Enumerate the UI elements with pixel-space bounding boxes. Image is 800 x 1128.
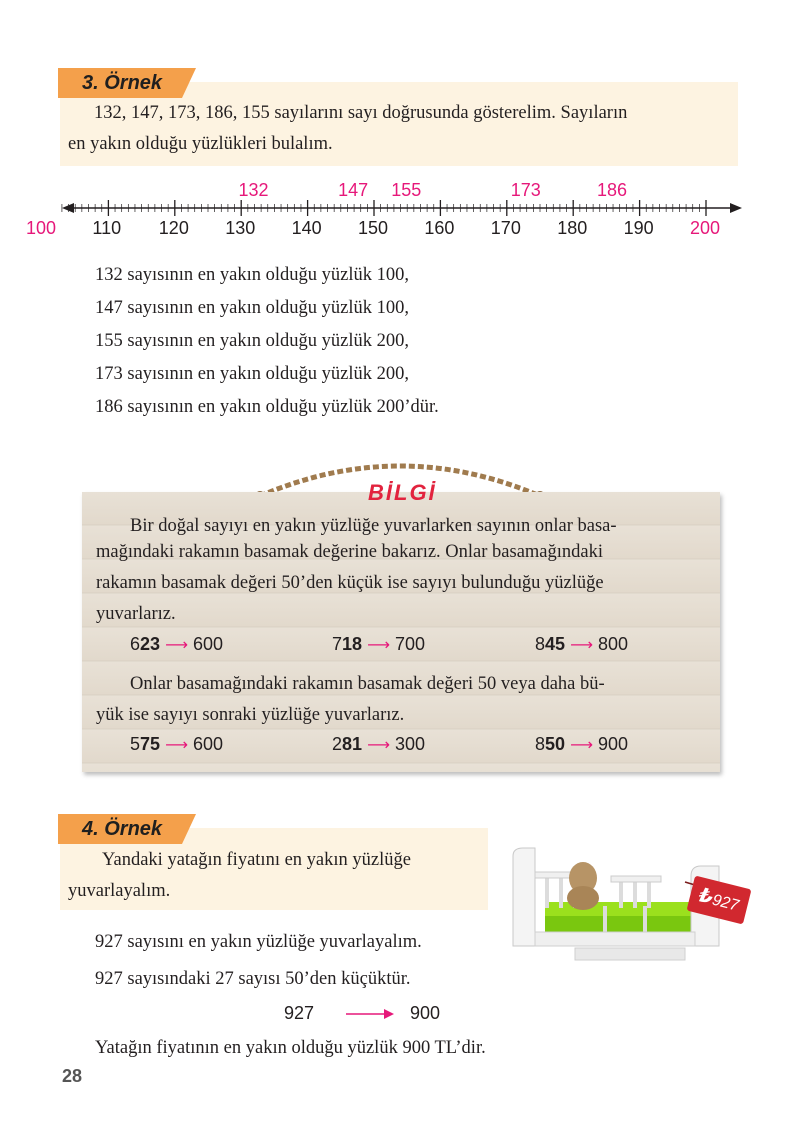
page-number: 28 — [62, 1066, 83, 1086]
result-line: 186 sayısının en yakın olduğu yüzlük 200’dür. — [95, 397, 439, 417]
bilgi-line: Bir doğal sayıyı en yakın yüzlüğe yuvarlarken sayının onlar basa- — [130, 516, 617, 536]
example3-intro-line1: 132, 147, 173, 186, 155 sayılarını sayı doğrusunda gösterelim. Sayıların — [94, 103, 628, 123]
arrow-right-icon: ⟶ — [165, 637, 188, 654]
rounding-example: 845 ⟶ 800 — [535, 634, 629, 654]
arrow-right-icon — [730, 203, 742, 213]
bilgi-line: Onlar basamağındaki rakamın basamak değeri 50 veya daha bü- — [130, 674, 605, 694]
example4-intro-line1: Yandaki yatağın fiyatını en yakın yüzlüğe — [102, 850, 411, 870]
result-line: 173 sayısının en yakın olduğu yüzlük 200, — [95, 364, 409, 384]
arrow-right-icon: ⟶ — [570, 637, 593, 654]
tick-label: 130 — [225, 218, 256, 238]
marked-number: 186 — [597, 180, 628, 200]
result-line: 132 sayısının en yakın olduğu yüzlük 100, — [95, 265, 409, 285]
rounding-example: 718 ⟶ 700 — [332, 634, 426, 654]
example3-tab: 3. Örnek — [58, 68, 182, 98]
result-line: 155 sayısının en yakın olduğu yüzlük 200, — [95, 331, 409, 351]
arrow-right-icon: ⟶ — [367, 737, 390, 754]
bilgi-title: BİLGİ — [368, 480, 437, 505]
tick-label: 200 — [690, 218, 721, 238]
bilgi-line: mağındaki rakamın basamak değerine bakarız. Onlar basamağındaki — [96, 542, 604, 562]
example4-conclusion: Yatağın fiyatının en yakın olduğu yüzlük 900 TL’dir. — [95, 1038, 486, 1058]
arrow-right-icon — [346, 1008, 394, 1020]
marked-number: 155 — [391, 180, 422, 200]
example3-intro-line2: en yakın olduğu yüzlükleri bulalım. — [68, 134, 333, 154]
rounding-example: 575 ⟶ 600 — [130, 734, 224, 754]
lira-icon: ₺ — [696, 884, 716, 910]
rounding-from: 927 — [284, 1003, 315, 1023]
arrow-left-icon — [62, 203, 74, 213]
rounding-to: 900 — [410, 1003, 441, 1023]
bilgi-line: rakamın basamak değeri 50’den küçük ise sayıyı bulunduğu yüzlüğe — [96, 573, 604, 593]
tick-label: 150 — [358, 218, 389, 238]
example4-line2: 927 sayısındaki 27 sayısı 50’den küçüktür. — [95, 969, 411, 989]
example4-tab: 4. Örnek — [58, 814, 182, 844]
arrow-right-icon: ⟶ — [165, 737, 188, 754]
bilgi-line: yuvarlarız. — [96, 604, 176, 624]
tick-label: 140 — [291, 218, 322, 238]
rounding-example: 850 ⟶ 900 — [535, 734, 629, 754]
rounding-example: 623 ⟶ 600 — [130, 634, 224, 654]
tick-label: 170 — [490, 218, 521, 238]
marked-number: 147 — [338, 180, 369, 200]
marked-number: 132 — [238, 180, 269, 200]
tick-label: 180 — [557, 218, 588, 238]
tick-label: 110 — [92, 218, 122, 238]
result-line: 147 sayısının en yakın olduğu yüzlük 100, — [95, 298, 409, 318]
arrow-right-icon: ⟶ — [367, 637, 390, 654]
example4-intro-line2: yuvarlayalım. — [68, 881, 171, 901]
marked-number: 173 — [510, 180, 541, 200]
tick-label: 100 — [26, 218, 57, 238]
price-value: 927 — [710, 891, 741, 915]
example4-line1: 927 sayısını en yakın yüzlüğe yuvarlayalım. — [95, 932, 422, 952]
tick-label: 190 — [623, 218, 654, 238]
bilgi-line: yük ise sayıyı sonraki yüzlüğe yuvarlarız. — [96, 705, 405, 725]
tick-label: 160 — [424, 218, 455, 238]
arrow-right-icon: ⟶ — [570, 737, 593, 754]
rounding-example: 281 ⟶ 300 — [332, 734, 426, 754]
tick-label: 120 — [158, 218, 189, 238]
